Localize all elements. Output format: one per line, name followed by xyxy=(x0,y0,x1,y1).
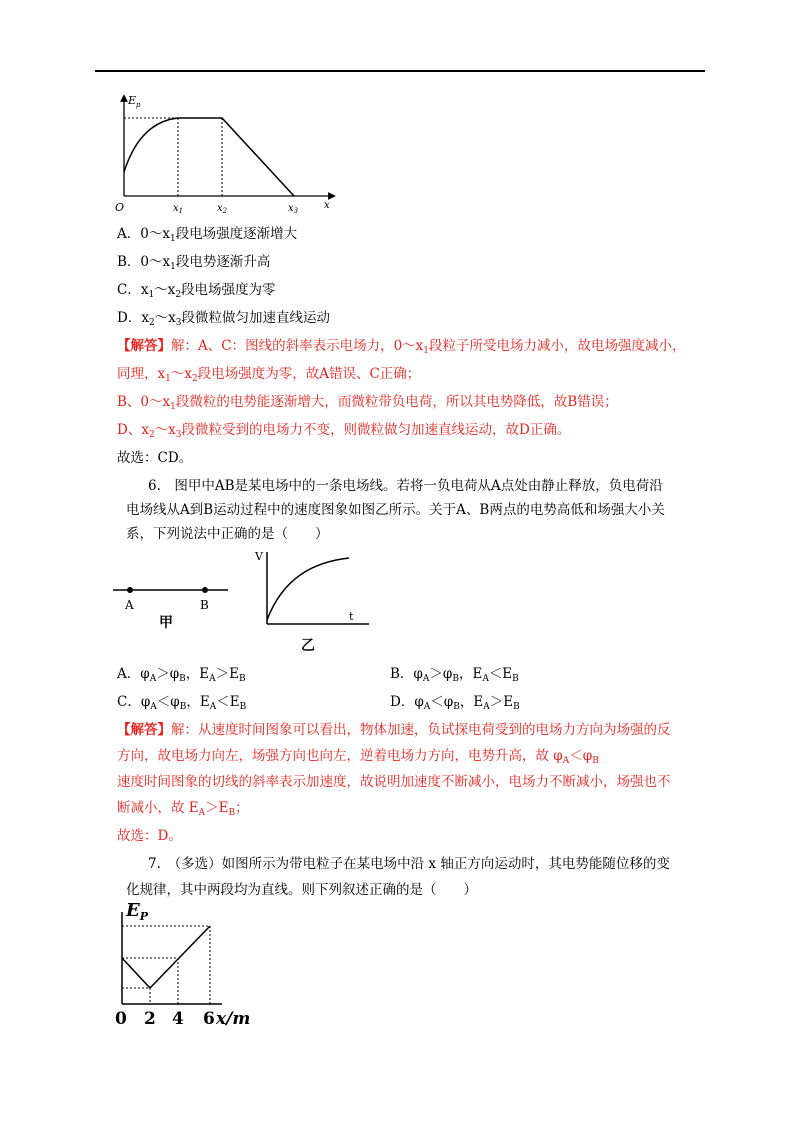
q5-answer-line-4: D、$x_2\sim x_3$段微粒受到的电场力不变，则微粒做匀加速直线运动，故D正确。 xyxy=(117,422,571,440)
q5-answer-line-3: B、$0\sim x_1$段微粒的电势能逐渐增大，而微粒带负电荷，所以其电势降低，故B错误； xyxy=(117,394,618,412)
q5-option-d: D．$x_2\sim x_3$段微粒做匀加速直线运动 xyxy=(117,310,331,328)
tick-0: 0 xyxy=(115,1009,127,1029)
q5-ep-graph xyxy=(110,92,340,217)
y-label: $E_p$ xyxy=(128,94,141,109)
q6-option-b: B．$\varphi_A>\varphi_B$，$E_A<E_B$ xyxy=(390,666,519,684)
q6-choice: 故选：D。 xyxy=(117,828,182,844)
q7-ep-graph xyxy=(110,900,280,1030)
tick-2: 2 xyxy=(144,1009,156,1029)
point-b xyxy=(202,587,208,593)
q6-answer-line-1: 【解答】解：从速度时间图象可以看出，物体加速，负试探电荷受到的电场力方向为场强的反 xyxy=(117,722,671,738)
q6-option-a: A．$\varphi_A>\varphi_B$，$E_A>E_B$ xyxy=(117,666,246,684)
q6-answer-line-2: 方向，故电场力向左，场强方向也向左，逆着电场力方向，电势升高，故 $\varphi_A<\varphi_B$ xyxy=(117,748,599,766)
x1-label: $x_1$ xyxy=(173,203,184,215)
q5-option-c: C．$x_1\sim x_2$段电场强度为零 xyxy=(117,282,276,300)
yi-caption: 乙 xyxy=(301,638,315,654)
point-b-label: B xyxy=(200,598,209,612)
point-a xyxy=(127,587,133,593)
q5-answer-line-1: 【解答】解：A、C：图线的斜率表示电场力，$0\sim x_1$段粒子所受电场力减小，故电场强度减小， xyxy=(117,338,686,356)
q7-stem-2: 化规律，其中两段均为直线。则下列叙述正确的是（ ） xyxy=(126,882,477,898)
jia-caption: 甲 xyxy=(159,615,173,631)
ep-polyline xyxy=(122,926,210,988)
point-a-label: A xyxy=(125,598,134,612)
q6-answer-line-3: 速度时间图象的切线的斜率表示加速度，故说明加速度不断减小，电场力不断减小，场强也不 xyxy=(117,774,671,790)
x-axis-label: x/m xyxy=(216,1009,251,1029)
x3-label: $x_3$ xyxy=(288,203,299,215)
q5-option-b: B．$0\sim x_1$段电势逐渐升高 xyxy=(117,254,271,272)
velocity-curve xyxy=(267,558,349,620)
tick-4: 4 xyxy=(172,1009,184,1029)
t-label: t xyxy=(349,610,354,623)
q6-field-line-figure xyxy=(113,580,243,630)
q6-velocity-graph xyxy=(253,548,373,658)
q6-stem-1: 6. 图甲中AB是某电场中的一条电场线。若将一负电荷从A点处由静止释放，负电荷沿 xyxy=(148,478,663,494)
y-label: $E_P$ xyxy=(126,900,149,923)
x-axis-label: x xyxy=(324,200,330,211)
q6-option-d: D．$\varphi_A<\varphi_B$，$E_A>E_B$ xyxy=(390,694,520,712)
ep-curve xyxy=(124,118,294,196)
q6-answer-line-4: 断减小，故 $E_A>E_B$； xyxy=(117,800,249,818)
q6-option-c: C．$\varphi_A<\varphi_B$，$E_A<E_B$ xyxy=(117,694,247,712)
q7-stem-1: 7. （多选）如图所示为带电粒子在某电场中沿 x 轴正方向运动时，其电势能随位移的变 xyxy=(148,856,670,872)
origin-label: O xyxy=(115,201,125,214)
tick-6: 6 xyxy=(203,1009,215,1029)
q6-stem-2: 电场线从A到B运动过程中的速度图象如图乙所示。关于A、B两点的电势高低和场强大小关 xyxy=(126,502,665,518)
q5-answer-line-2: 同理，$x_1\sim x_2$段电场强度为零，故A错误、C正确； xyxy=(117,366,421,384)
v-label: V xyxy=(255,550,263,563)
header-rule xyxy=(95,70,705,72)
q5-choice: 故选：CD。 xyxy=(117,450,193,466)
q6-stem-3: 系，下列说法中正确的是（ ） xyxy=(126,526,329,542)
x2-label: $x_2$ xyxy=(217,203,228,215)
q5-option-a: A．$0\sim x_1$段电场强度逐渐增大 xyxy=(117,226,298,244)
